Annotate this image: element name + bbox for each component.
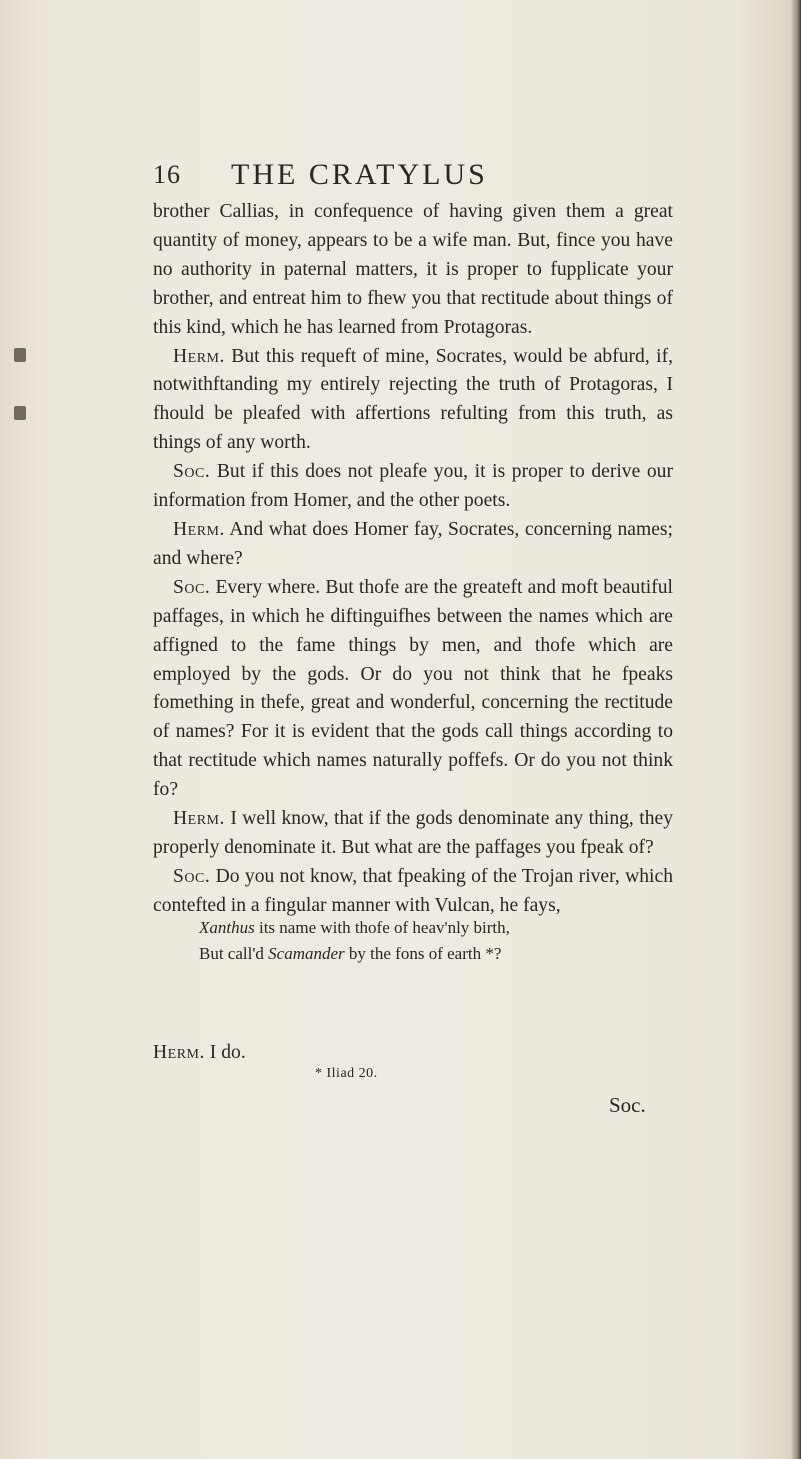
margin-mark xyxy=(14,406,26,420)
verse-text: by the fons of earth *? xyxy=(344,944,502,963)
speaker-label: Herm. xyxy=(173,345,225,367)
paragraph-text: But this requeft of mine, Socrates, would be abfurd, if, notwithftanding my entirely rejecting the truth of Protagoras, I fhould be pleafed with affertions refulting from this truth, as things of any worth. xyxy=(153,345,673,454)
page-number: 16 xyxy=(153,160,181,189)
verse-name-xanthus: Xanthus xyxy=(199,918,255,937)
paragraph xyxy=(153,516,673,574)
page-edge-shadow xyxy=(791,0,801,1459)
paragraph xyxy=(153,863,673,921)
paragraph xyxy=(153,198,673,343)
speaker-label: Soc. xyxy=(173,461,211,483)
verse-text: its name with thofe of heav'nly birth, xyxy=(254,918,510,937)
footnote: * Iliad 20. xyxy=(315,1066,378,1081)
catchword: Soc. xyxy=(609,1093,646,1117)
paragraph xyxy=(153,805,673,863)
speaker-label: Herm. xyxy=(173,808,225,830)
verse-quotation xyxy=(199,915,669,967)
paragraph-text: brother Callias, in confequence of having given them a great quantity of money, appears to be a wife man. But, fince you have no authority in paternal matters, it is proper to fupplicate your brother, and entreat him to fhew you that rectitude about things of this kind, which he has learned from Protagoras. xyxy=(153,201,673,338)
paragraph-text: But if this does not pleafe you, it is proper to derive our information from Homer, and the other poets. xyxy=(153,461,673,512)
margin-mark xyxy=(14,348,26,362)
speaker-label: Soc. xyxy=(173,865,211,887)
paragraph-text: I do. xyxy=(209,1042,246,1063)
paragraph xyxy=(153,458,673,516)
paragraph xyxy=(153,1039,673,1067)
running-title: THE CRATYLUS xyxy=(231,158,488,191)
paragraph-text: I well know, that if the gods denominate any thing, they properly denominate it. But what are the paffages you fpeak of? xyxy=(153,808,673,858)
page-header xyxy=(153,158,673,194)
speaker-label: Herm. xyxy=(153,1042,205,1063)
verse-text: But call'd xyxy=(199,944,269,963)
verse-line xyxy=(199,915,669,941)
speaker-label: Soc. xyxy=(173,576,211,598)
paragraph xyxy=(153,343,673,459)
verse-line xyxy=(199,941,669,967)
paragraph-text: Do you not know, that fpeaking of the Trojan river, which contefted in a fingular manner with Vulcan, he fays, xyxy=(153,865,673,916)
paragraph-text: And what does Homer fay, Socrates, concerning names; and where? xyxy=(153,518,673,569)
paragraph-text: Every where. But thofe are the greateft and moft beautiful paffages, in which he diftinguifhes between the names which are affigned to the fame things by men, and thofe which are employed by the gods. Or do you not think that he fpeaks fomething in thefe, great and wonderful, concerning the rectitude of names? For it is evident that the gods call things according to that rectitude which names naturally poffefs. Or do you not think fo? xyxy=(153,576,673,801)
verse-name-scamander: Scamander xyxy=(268,944,345,963)
speaker-label: Herm. xyxy=(173,518,225,540)
paragraph xyxy=(153,574,673,805)
body-text xyxy=(153,198,673,921)
